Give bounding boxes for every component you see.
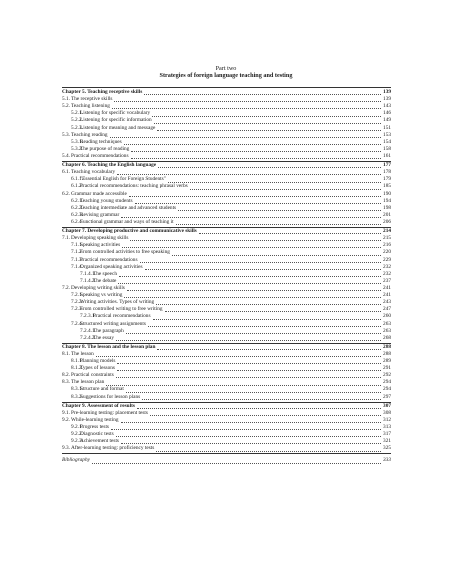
toc-leader-dots <box>110 137 381 138</box>
toc-leader-dots <box>106 385 381 386</box>
toc-entry-row[interactable] <box>62 306 391 313</box>
toc-leader-dots <box>137 408 381 409</box>
toc-leader-dots <box>124 297 381 298</box>
toc-entry-title: The essay <box>93 334 115 341</box>
table-of-contents <box>62 87 391 465</box>
toc-entry-title: Speaking activities <box>80 242 121 249</box>
toc-leader-dots <box>127 290 381 291</box>
toc-leader-dots <box>121 217 381 218</box>
toc-entry-title: Progress tests <box>80 424 109 431</box>
toc-entry-page: 146 <box>383 110 391 117</box>
toc-leader-dots <box>118 283 381 284</box>
toc-entry-number: 5.2.1. <box>71 110 83 117</box>
toc-entry-title: Listening for specific vocabulary <box>80 110 151 117</box>
toc-entry-page: 294 <box>383 386 391 393</box>
toc-entry-title: Teaching young students <box>80 197 133 204</box>
toc-entry-page: 263 <box>383 327 391 334</box>
toc-entry-title: After-learning testing: proficiency tests <box>71 445 155 452</box>
toc-entry-page: 268 <box>383 334 391 341</box>
toc-entry-title: The lesson <box>71 350 94 357</box>
toc-entry-page: 237 <box>383 277 391 284</box>
toc-entry-page: 313 <box>383 424 391 431</box>
toc-entry-title: Teaching listening <box>71 103 110 110</box>
toc-leader-dots <box>152 116 381 117</box>
toc-entry-number: 7.2.3.1. <box>80 313 96 320</box>
toc-entry-page: 214 <box>383 228 391 235</box>
toc-entry-row[interactable] <box>62 386 391 393</box>
toc-entry-page: 288 <box>383 350 391 357</box>
toc-entry-row[interactable] <box>62 264 391 271</box>
toc-leader-dots <box>121 422 381 423</box>
toc-entry-page: 220 <box>383 249 391 256</box>
toc-entry-number: 9.2.3. <box>71 438 83 445</box>
toc-leader-dots <box>168 182 381 183</box>
toc-entry-page: 289 <box>383 358 391 365</box>
toc-entry-title: Types of lessons <box>80 365 115 372</box>
toc-entry-page: 215 <box>383 235 391 242</box>
toc-entry-page: 190 <box>383 190 391 197</box>
toc-entry-page: 216 <box>383 242 391 249</box>
toc-entry-number: 8.3.1. <box>71 386 83 393</box>
toc-leader-dots <box>172 255 381 256</box>
toc-entry-title: Structured writing assignments <box>80 320 146 327</box>
toc-leader-dots <box>144 94 381 95</box>
toc-entry-number: 5.4. <box>62 152 70 159</box>
toc-entry-page: 321 <box>383 438 391 445</box>
toc-entry-number: 8.1.1. <box>71 358 83 365</box>
toc-leader-dots <box>112 108 381 109</box>
toc-entry-number: 5.2.2. <box>71 117 83 124</box>
toc-leader-dots <box>156 451 381 452</box>
toc-entry-page: 177 <box>383 162 391 169</box>
toc-entry-title: Diagnostic tests <box>80 431 114 438</box>
toc-entry-number: 9.2.2. <box>71 431 83 438</box>
toc-entry-row[interactable] <box>62 257 391 264</box>
toc-entry-number: 5.1. <box>62 96 70 103</box>
toc-entry-row[interactable] <box>62 372 391 379</box>
toc-entry-number: 7.1.4.2. <box>80 277 96 284</box>
toc-chapter-row[interactable] <box>62 344 391 351</box>
toc-entry-row[interactable] <box>62 394 391 401</box>
toc-entry-number: 6.1.2. <box>71 183 83 190</box>
toc-entry-row[interactable] <box>62 139 391 146</box>
toc-entry-row[interactable] <box>62 365 391 372</box>
toc-leader-dots <box>165 311 381 312</box>
toc-entry-number: 9.2.1. <box>71 424 83 431</box>
toc-leader-dots <box>199 233 381 234</box>
toc-leader-dots <box>126 333 381 334</box>
toc-entry-number: 9.2. <box>62 416 70 423</box>
toc-entry-number: 9.3. <box>62 445 70 452</box>
toc-entry-title: Functional grammar and ways of teaching it <box>80 218 174 225</box>
toc-entry-title: Chapter 6. Teaching the English language <box>62 162 157 169</box>
toc-entry-number: 6.1. <box>62 169 70 176</box>
toc-entry-number: 7.2.1. <box>71 292 83 299</box>
toc-leader-dots <box>92 463 381 464</box>
toc-entry-title: Teaching reading <box>71 131 108 138</box>
toc-entry-page: 161 <box>383 152 391 159</box>
toc-entry-page: 241 <box>383 284 391 291</box>
toc-entry-page: 317 <box>383 431 391 438</box>
toc-entry-number: 6.2.1. <box>71 197 83 204</box>
toc-entry-page: 232 <box>383 270 391 277</box>
toc-entry-row[interactable] <box>62 424 391 431</box>
toc-entry-number: 7.2.3. <box>71 306 83 313</box>
toc-entry-title: Chapter 7. Developing productive and communicative skills <box>62 228 197 235</box>
toc-entry-number: 5.3.2. <box>71 145 83 152</box>
toc-entry-number: 8.1. <box>62 350 70 357</box>
toc-entry-page: 297 <box>383 393 391 400</box>
toc-entry-number: 5.3.1. <box>71 138 83 145</box>
toc-entry-page: 241 <box>383 292 391 299</box>
toc-entry-row[interactable] <box>62 313 391 320</box>
toc-entry-number: 8.2. <box>62 372 70 379</box>
toc-entry-row[interactable] <box>62 212 391 219</box>
toc-entry-page: 294 <box>383 379 391 386</box>
toc-entry-row[interactable] <box>62 125 391 132</box>
bibliography-rule <box>62 453 391 454</box>
toc-entry-row[interactable] <box>62 249 391 256</box>
toc-leader-dots <box>140 262 381 263</box>
toc-leader-dots <box>130 240 381 241</box>
toc-entry-row[interactable] <box>62 335 391 342</box>
toc-leader-dots <box>157 130 381 131</box>
toc-leader-dots <box>190 189 381 190</box>
toc-entry-title: The lesson plan <box>71 379 105 386</box>
toc-entry-title: Achievement tests <box>80 438 119 445</box>
toc-leader-dots <box>154 123 381 124</box>
toc-leader-dots <box>126 392 381 393</box>
toc-entry-title: The paragraph <box>93 327 124 334</box>
toc-entry-page: 307 <box>383 402 391 409</box>
toc-entry-title: Bibliography <box>62 457 90 464</box>
toc-entry-title: While-learning testing <box>71 416 119 423</box>
toc-entry-row[interactable] <box>62 328 391 335</box>
toc-entry-row[interactable] <box>62 285 391 292</box>
toc-entry-row[interactable] <box>62 235 391 242</box>
toc-entry-title: Planning models <box>80 358 116 365</box>
toc-entry-page: 260 <box>383 313 391 320</box>
toc-entry-number: 5.2.3. <box>71 124 83 131</box>
toc-leader-dots <box>114 101 381 102</box>
toc-entry-row[interactable] <box>62 191 391 198</box>
toc-entry-number: 7.1.3. <box>71 256 83 263</box>
toc-entry-title: Organized speaking activities <box>80 263 143 270</box>
toc-leader-dots <box>117 370 381 371</box>
toc-entry-page: 198 <box>383 204 391 211</box>
toc-entry-title: Teaching intermediate and advanced students <box>80 204 177 211</box>
toc-chapter-row[interactable] <box>62 162 391 169</box>
toc-entry-title: Speaking vs writing <box>80 292 123 299</box>
toc-entry-title: Practical recommendations <box>93 313 151 320</box>
toc-chapter-row[interactable] <box>62 403 391 410</box>
toc-entry-number: 8.1.2. <box>71 365 83 372</box>
toc-entry-row[interactable] <box>62 410 391 417</box>
toc-entry-title: The debate <box>93 277 117 284</box>
toc-entry-title: "Essential English for Foreign Students" <box>80 176 166 183</box>
toc-entry-title: Teaching vocabulary <box>71 169 116 176</box>
toc-leader-dots <box>135 203 381 204</box>
toc-leader-dots <box>129 196 381 197</box>
toc-entry-page: 229 <box>383 256 391 263</box>
toc-leader-dots <box>176 224 381 225</box>
toc-bibliography-row[interactable] <box>62 457 391 464</box>
toc-entry-number: 6.1.1. <box>71 176 83 183</box>
toc-entry-title: Developing speaking skills <box>71 235 129 242</box>
toc-entry-row[interactable] <box>62 445 391 452</box>
toc-leader-dots <box>142 399 381 400</box>
toc-entry-page: 194 <box>383 197 391 204</box>
toc-entry-page: 243 <box>383 299 391 306</box>
toc-entry-title: Pre-learning testing: placement tests <box>71 409 148 416</box>
toc-leader-dots <box>111 429 381 430</box>
toc-entry-title: From controlled writing to free writing <box>80 306 163 313</box>
toc-entry-page: 333 <box>383 457 391 464</box>
toc-entry-page: 153 <box>383 131 391 138</box>
toc-entry-page: 325 <box>383 445 391 452</box>
toc-leader-dots <box>156 304 381 305</box>
toc-entry-number: 7.1.4.1. <box>80 270 96 277</box>
toc-leader-dots <box>116 436 381 437</box>
toc-leader-dots <box>116 340 381 341</box>
toc-entry-row[interactable] <box>62 198 391 205</box>
toc-entry-page: 185 <box>383 183 391 190</box>
toc-entry-title: The speech <box>93 270 117 277</box>
toc-leader-dots <box>158 167 381 168</box>
toc-entry-page: 151 <box>383 124 391 131</box>
toc-leader-dots <box>119 276 381 277</box>
toc-entry-row[interactable] <box>62 205 391 212</box>
toc-entry-page: 288 <box>383 343 391 350</box>
toc-entry-row[interactable] <box>62 153 391 160</box>
toc-entry-number: 8.3.2. <box>71 393 83 400</box>
toc-entry-number: 7.1.1. <box>71 242 83 249</box>
toc-entry-page: 247 <box>383 306 391 313</box>
toc-entry-page: 154 <box>383 138 391 145</box>
toc-entry-title: From controlled activities to free speaking <box>80 249 170 256</box>
toc-entry-number: 6.2.4. <box>71 218 83 225</box>
toc-entry-number: 7.1.4. <box>71 263 83 270</box>
toc-entry-title: Revising grammar <box>80 211 120 218</box>
toc-leader-dots <box>121 443 381 444</box>
toc-leader-dots <box>153 319 381 320</box>
toc-leader-dots <box>131 151 381 152</box>
toc-entry-page: 178 <box>383 169 391 176</box>
toc-entry-number: 6.2.3. <box>71 211 83 218</box>
toc-entry-row[interactable] <box>62 278 391 285</box>
toc-entry-title: Grammar made accessible <box>71 190 127 197</box>
top-rule <box>62 87 391 88</box>
toc-entry-page: 201 <box>383 211 391 218</box>
toc-entry-row[interactable] <box>62 219 391 226</box>
toc-entry-page: 291 <box>383 365 391 372</box>
toc-entry-page: 139 <box>383 96 391 103</box>
toc-entry-row[interactable] <box>62 351 391 358</box>
toc-entry-page: 179 <box>383 176 391 183</box>
toc-entry-row[interactable] <box>62 132 391 139</box>
toc-entry-title: Listening for specific information <box>80 117 152 124</box>
toc-chapter-row[interactable] <box>62 89 391 96</box>
toc-leader-dots <box>178 210 381 211</box>
toc-entry-number: 6.2. <box>62 190 70 197</box>
toc-entry-number: 5.2. <box>62 103 70 110</box>
toc-entry-page: 158 <box>383 145 391 152</box>
toc-chapter-row[interactable] <box>62 228 391 235</box>
toc-entry-row[interactable] <box>62 183 391 190</box>
toc-entry-number: 9.1. <box>62 409 70 416</box>
toc-entry-row[interactable] <box>62 176 391 183</box>
toc-leader-dots <box>150 415 381 416</box>
toc-entry-number: 7.2.4. <box>71 320 83 327</box>
toc-entry-page: 292 <box>383 372 391 379</box>
toc-entry-page: 149 <box>383 117 391 124</box>
toc-entry-row[interactable] <box>62 271 391 278</box>
toc-entry-title: Chapter 5. Teaching receptive skills <box>62 89 143 95</box>
toc-entry-row[interactable] <box>62 117 391 124</box>
toc-entry-title: Reading techniques <box>80 138 122 145</box>
toc-entry-title: Chapter 9. Assessment of results <box>62 402 135 409</box>
toc-leader-dots <box>157 349 381 350</box>
part-title: Part two <box>215 65 237 72</box>
toc-entry-number: 5.3. <box>62 131 70 138</box>
toc-entry-number: 6.2.2. <box>71 204 83 211</box>
toc-entry-title: Writing activities. Types of writing <box>80 299 155 306</box>
toc-entry-page: 139 <box>383 89 391 95</box>
toc-entry-row[interactable] <box>62 96 391 103</box>
toc-entry-row[interactable] <box>62 431 391 438</box>
toc-entry-number: 7.2.4.2. <box>80 334 96 341</box>
toc-entry-page: 263 <box>383 320 391 327</box>
toc-entry-row[interactable] <box>62 321 391 328</box>
part-subtitle: Strategies of foreign language teaching and testing <box>159 72 293 79</box>
toc-entry-page: 232 <box>383 263 391 270</box>
toc-leader-dots <box>131 158 381 159</box>
toc-entry-title: The purpose of reading <box>80 145 130 152</box>
toc-entry-number: 7.1. <box>62 235 70 242</box>
toc-entry-number: 8.3. <box>62 379 70 386</box>
toc-entry-page: 312 <box>383 416 391 423</box>
toc-entry-title: Practical recommendations: teaching phrasal verbs <box>80 183 188 190</box>
toc-entry-page: 206 <box>383 218 391 225</box>
toc-entry-title: Practical recommendations <box>80 256 138 263</box>
toc-entry-row[interactable] <box>62 417 391 424</box>
toc-entry-number: 7.1.2. <box>71 249 83 256</box>
toc-leader-dots <box>117 363 381 364</box>
toc-entry-row[interactable] <box>62 146 391 153</box>
toc-entry-number: 7.2. <box>62 284 70 291</box>
toc-entry-number: 7.2.4.1. <box>80 327 96 334</box>
toc-entry-page: 308 <box>383 409 391 416</box>
toc-entry-title: Practical recommendations <box>71 152 129 159</box>
toc-leader-dots <box>148 326 381 327</box>
toc-entry-title: Suggestions for lesson plans <box>80 393 141 400</box>
toc-entry-number: 7.2.2. <box>71 299 83 306</box>
toc-entry-title: Structure and format <box>80 386 124 393</box>
toc-entry-title: Developing writing skills <box>71 284 125 291</box>
toc-entry-title: Chapter 8. The lesson and the lesson plan <box>62 343 156 350</box>
toc-leader-dots <box>145 269 381 270</box>
toc-entry-title: The receptive skills <box>71 96 113 103</box>
toc-entry-page: 143 <box>383 103 391 110</box>
toc-entry-title: Listening for meaning and message <box>80 124 156 131</box>
toc-leader-dots <box>124 144 381 145</box>
toc-leader-dots <box>96 356 381 357</box>
toc-leader-dots <box>116 377 381 378</box>
toc-entry-title: Practical constraints <box>71 372 114 379</box>
